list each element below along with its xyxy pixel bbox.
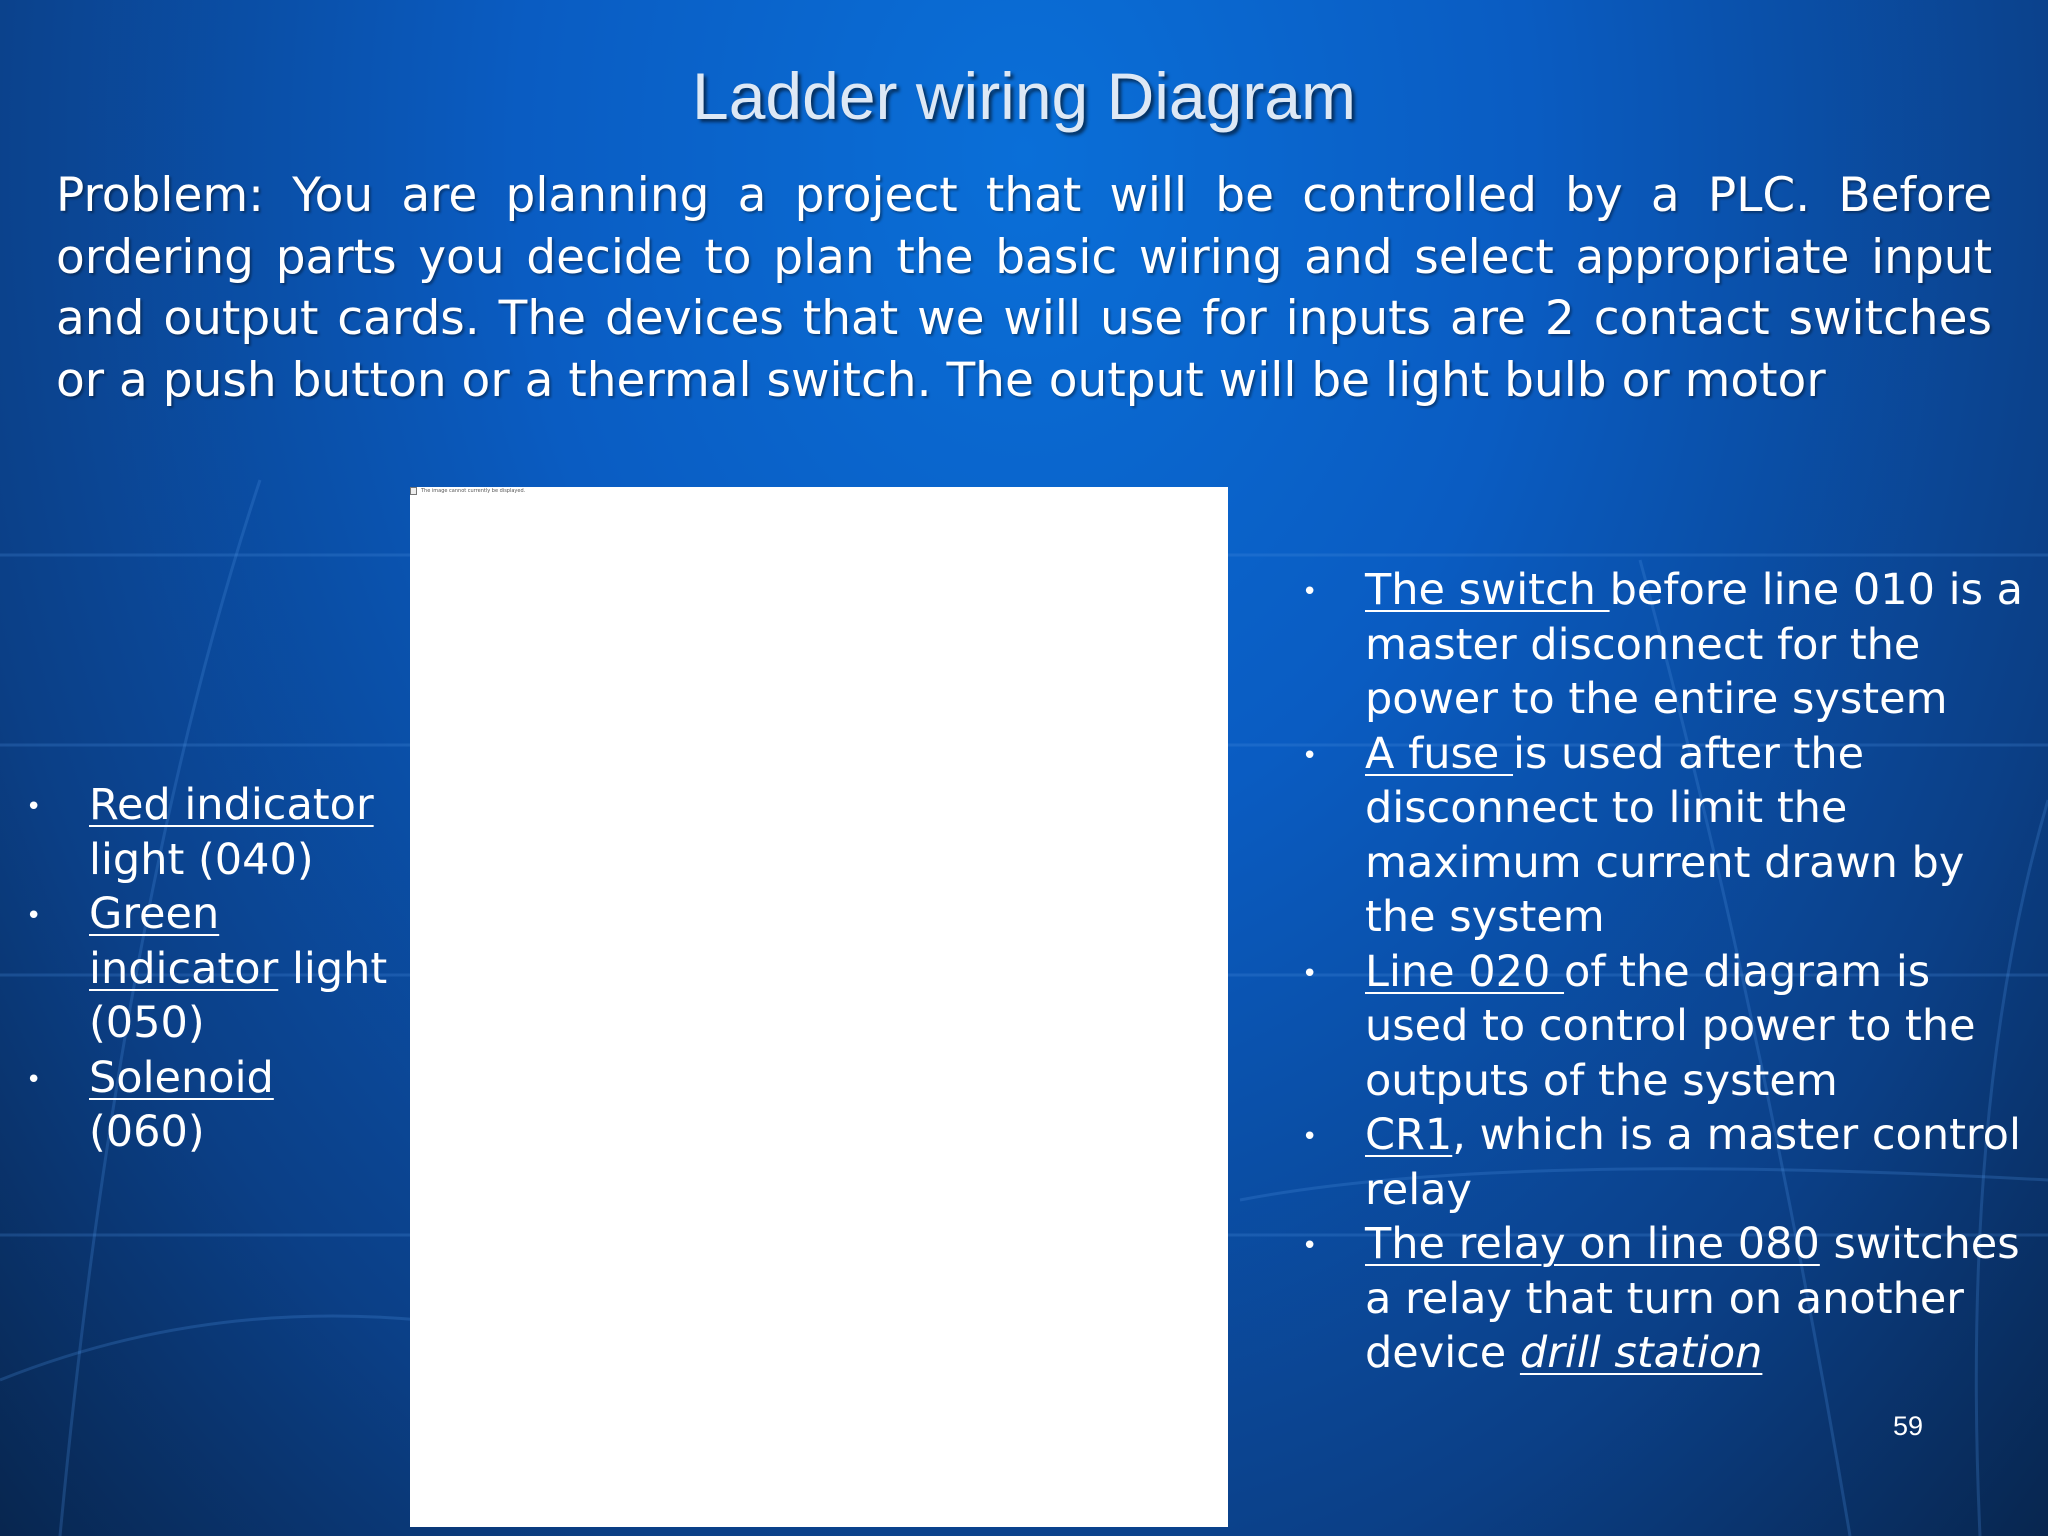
ladder-diagram-image (410, 487, 1228, 1527)
list-item-link[interactable]: CR1 (1365, 1110, 1453, 1160)
list-item-text: light (040) (89, 834, 314, 885)
bullet-icon: • (26, 901, 42, 931)
broken-image-placeholder (410, 487, 525, 495)
list-item-text: switches a relay that turn on another device (1365, 1219, 2020, 1378)
broken-image-text: The image cannot currently be displayed. (421, 488, 526, 494)
broken-image-icon (410, 487, 417, 495)
list-item (1290, 1108, 2030, 1217)
list-item (1290, 1217, 2030, 1381)
bullet-icon: • (1302, 740, 1318, 771)
slide-title: Ladder wiring Diagram (692, 59, 1356, 133)
list-item-text: before line 010 is a master disconnect for the power to the entire system (1365, 565, 2024, 724)
list-item-link[interactable]: The switch (1365, 565, 1610, 615)
list-item (1290, 563, 2030, 727)
list-item-text: (060) (89, 1107, 205, 1157)
problem-statement: Problem: You are planning a project that will be controlled by a PLC. Before ordering parts you decide to plan the basic wiring and select appropriate input and output cards. The devices that we will use for inputs are 2 contact switches or a push button or a thermal switch. The output will be light bulb or motor (56, 168, 1992, 408)
list-item-text: light (050) (89, 943, 388, 1048)
left-bullet-list (0, 778, 400, 1160)
list-item-text: of the diagram is used to control power to the outputs of the system (1365, 946, 1976, 1106)
list-item-link[interactable]: Red indicator (89, 780, 374, 830)
list-item (1290, 945, 2030, 1109)
bullet-icon: • (1302, 1231, 1318, 1261)
list-item (0, 778, 400, 887)
list-item-link[interactable]: The relay on line 080 (1365, 1219, 1820, 1269)
right-bullet-list (1290, 563, 2030, 1381)
list-item (0, 887, 400, 1051)
list-item-text: is used after the disconnect to limit the maximum current drawn by the system (1365, 728, 1965, 942)
list-item-text: , which is a master control relay (1365, 1110, 2021, 1215)
list-item-link[interactable]: Solenoid (89, 1052, 274, 1103)
list-item-link[interactable]: A fuse (1365, 728, 1514, 779)
list-item (1290, 727, 2030, 945)
drill-station-link[interactable]: drill station (1519, 1328, 1763, 1378)
bullet-icon: • (1302, 958, 1318, 989)
list-item-link[interactable]: Line 020 (1365, 946, 1565, 997)
list-item (0, 1051, 400, 1160)
bullet-icon: • (1302, 577, 1318, 607)
bullet-icon: • (26, 792, 42, 822)
list-item-link[interactable]: Green indicator (89, 889, 279, 994)
bullet-icon: • (26, 1064, 42, 1095)
bullet-icon: • (1302, 1122, 1318, 1152)
page-number: 59 (1893, 1411, 1924, 1441)
